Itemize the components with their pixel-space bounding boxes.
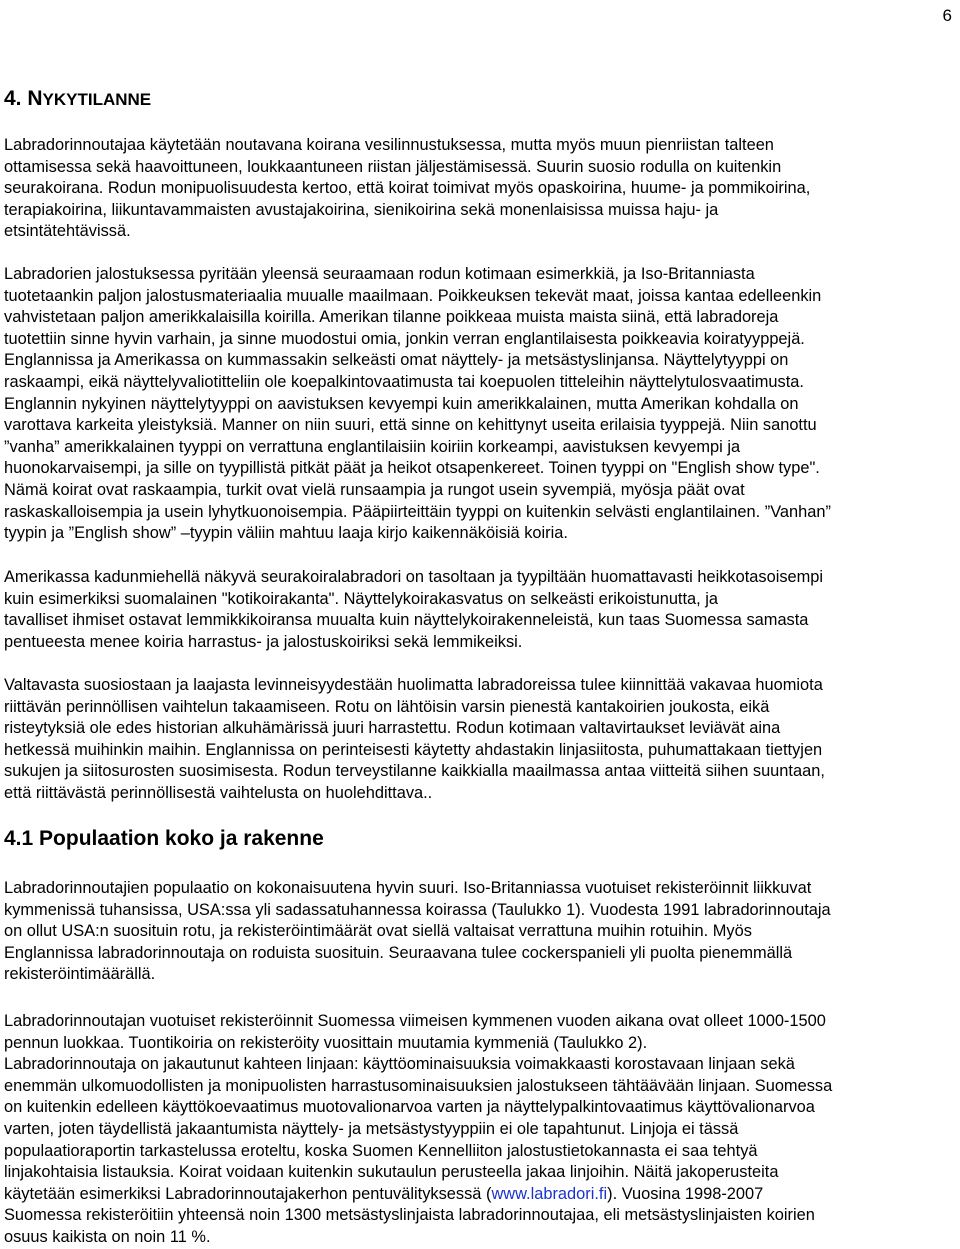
paragraph-uses (4, 135, 952, 243)
text-line: Englannin nykyinen näyttelytyyppi on aavistuksen kevyempi kuin amerikkalainen, mutta Amerikan kohdalla on (4, 394, 799, 413)
section-title-initial: N (27, 87, 43, 110)
text-line: terapiakoirina, liikuntavammaisten avustajakoirina, sienikoirina sekä monenlaisissa muissa haju- ja (4, 200, 719, 219)
paragraph-breeding (4, 264, 952, 545)
text-line: raskaampi, eikä näyttelyvaliotitteliin ole koepalkintovaatimusta tai koepuolen titteleihin näyttelytulosvaatimusta. (4, 372, 804, 391)
paragraph-america (4, 567, 952, 653)
text-line: tuotetaankin paljon jalostusmateriaalia muualle maailmaan. Poikkeuksen tekevät maat, joissa kantaa edelleenkin (4, 286, 822, 305)
text-line: rekisteröintimäärällä. (4, 965, 156, 984)
text-line: Valtavasta suosiostaan ja laajasta levinneisyydestään huolimatta labradoreissa tulee kiinnittää vakavaa huomiota (4, 676, 823, 694)
text-line: ”vanha” amerikkalainen tyyppi on verrattuna englantilaisiin koiriin korkeampi, aavistuksen kevyempi ja (4, 437, 741, 456)
text-line-with-link (4, 1184, 952, 1206)
paragraph-population (4, 878, 952, 986)
text-line: pennun luokkaa. Tuontikoiria on rekisteröity vuosittain muutamia kymmeniä (Taulukko 2). (4, 1033, 648, 1052)
text-line: populaatioraportin tarkastelussa eroteltu, koska Suomen Kennelliiton jalostustietokannasta ei saa tehtyä (4, 1141, 758, 1160)
text-line: ottamisessa sekä haavoittuneen, loukkaantuneen riistan jäljestämisessä. Suurin suosio rodulla on kuitenkin (4, 157, 782, 176)
paragraph-registrations (4, 1011, 952, 1249)
text-line: vahvistetaan paljon amerikkalaisilla koirilla. Amerikan tilanne poikkeaa muista maista siinä, että labradoreja (4, 308, 779, 327)
section-heading (4, 86, 151, 113)
text-line: Englannissa ja Amerikassa on kummassakin selkeästi omat näyttely- ja metsästyslinjansa. Näyttelytyyppi on (4, 351, 789, 370)
text-line: Labradorinnoutajaa käytetään noutavana koirana vesilinnustuksessa, mutta myös muun pienriistan talteen (4, 136, 774, 154)
text-line: riittävän perinnöllisen vaihtelun takaamiseen. Rotu on lähtöisin varsin pienestä kantakoirien joukosta, eikä (4, 697, 770, 716)
text-line: on kuitenkin edelleen käyttökoevaatimus muotovalionarvoa varten ja näyttelypalkintovaatimus käyttövalionarvoa (4, 1098, 815, 1117)
text-line: risteytyksiä ole edes historian alkuhämärissä juuri harrastettu. Rodun kotimaan valtavirtaukset leviävät aina (4, 719, 781, 738)
text-line: Labradorinnoutaja on jakautunut kahteen linjaan: käyttöominaisuuksia voimakkaasti korostavaan linjaan sekä (4, 1055, 795, 1074)
text-line: on ollut USA:n suosituin rotu, ja rekisteröintimäärät ovat siellä valtaisat verrattuna muihin rotuihin. Myös (4, 922, 752, 941)
text-line: huonokarvaisempi, ja sille on tyypillistä pitkät päät ja heikot otsapenkereet. Toinen tyyppi on "English show type". (4, 459, 820, 478)
text-segment: käytetään esimerkiksi Labradorinnoutajakerhon pentuvälityksessä ( (4, 1184, 492, 1203)
text-line: linjakohtaisia listauksia. Koirat voidaan kuitenkin sukutaulun perusteella jakaa linjoihin. Näitä jakoperusteita (4, 1163, 779, 1182)
text-line: raskaskalloisempia ja usein lyhytkuonoisempia. Pääpiirteittäin tyyppi on kuitenkin selvästi englantilainen. ”Vanhan” (4, 502, 831, 521)
subsection-heading: 4.1 Populaation koko ja rakenne (4, 827, 324, 850)
text-line: varten, joten täydellistä jakaantumista näyttely- ja metsästystyyppiin ei ole tapahtunut. Linjoja ei tässä (4, 1119, 739, 1138)
text-line: Labradorinnoutajan vuotuiset rekisteröinnit Suomessa viimeisen kymmenen vuoden aikana ovat olleet 1000-1500 (4, 1012, 826, 1030)
text-line: Labradorien jalostuksessa pyritään yleensä seuraamaan rodun kotimaan esimerkkiä, ja Iso-Britanniasta (4, 265, 755, 283)
text-line: Labradorinnoutajien populaatio on kokonaisuutena hyvin suuri. Iso-Britanniassa vuotuiset rekisteröinnit liikkuvat (4, 879, 812, 897)
text-line: Nämä koirat ovat raskaampia, turkit ovat vielä runsaampia ja rungot usein syvempiä, myösja päät ovat (4, 480, 745, 499)
paragraph-genetic-variation (4, 675, 952, 805)
text-line: enemmän ulkomuodollisten ja monipuolisten harrastusominaisuuksien jalostukseen tähtäävään linjaan. Suomessa (4, 1076, 833, 1095)
text-line: sukujen ja siitosurosten suosimisesta. Rodun terveystilanne kaikkialla maailmassa antaa viitteitä siihen suuntaan, (4, 762, 825, 781)
text-line: etsintätehtävissä. (4, 222, 131, 241)
text-line: kymmenissä tuhansissa, USA:ssa yli sadassatuhannessa koirassa (Taulukko 1). Vuodesta 1991 labradorinnoutaja (4, 900, 831, 919)
section-title-rest: YKYTILANNE (42, 90, 152, 109)
text-line: pentueesta menee koiria harrastus- ja jalostuskoiriksi sekä lemmikeiksi. (4, 632, 523, 651)
text-line: tyypin ja ”English show” –tyypin väliin mahtuu laaja kirjo kaikennäköisiä koiria. (4, 524, 568, 543)
text-line: kuin esimerkiksi suomalainen "kotikoirakanta". Näyttelykoirakasvatus on selkeästi erikoistunutta, ja (4, 589, 719, 608)
page-number: 6 (942, 6, 952, 25)
section-number: 4. (4, 87, 22, 110)
text-line: tavalliset ihmiset ostavat lemmikkikoiransa muualta kuin näyttelykoirakenneleistä, kun taas Suomessa samasta (4, 611, 809, 630)
labradori-link[interactable]: www.labradori.fi (491, 1184, 608, 1203)
text-line: Englannissa labradorinnoutaja on roduista suosituin. Seuraavana tulee cockerspanieli yli puolta pienemmällä (4, 943, 793, 962)
text-line: varottava karkeita yleistyksiä. Manner on niin suuri, että sinne on kehittynyt useita erilaisia tyyppejä. Niin sanottu (4, 416, 817, 435)
text-line: seurakoirana. Rodun monipuolisuudesta kertoo, että koirat toimivat myös opaskoirina, huume- ja pommikoirina, (4, 179, 811, 198)
text-line: Suomessa rekisteröitiin yhteensä noin 1300 metsästyslinjaista labradorinnoutajaa, eli metsästyslinjaisten koirien (4, 1206, 815, 1225)
text-line: osuus kaikista on noin 11 %. (4, 1227, 211, 1246)
text-segment: ). Vuosina 1998-2007 (607, 1184, 764, 1203)
text-line: että riittävästä perinnöllisestä vaihtelusta on huolehdittava.. (4, 783, 433, 802)
text-line: tuotettiin sinne hyvin varhain, ja sinne muodostui omia, jonkin verran englantilaisesta poikkeavia koiratyyppejä. (4, 329, 805, 348)
text-line: Amerikassa kadunmiehellä näkyvä seurakoiralabradori on tasoltaan ja tyypiltään huomattavasti heikkotasoisempi (4, 568, 824, 586)
text-line: hetkessä muihinkin maihin. Englannissa on perinteisesti käytetty ahdastakin linjasiitosta, puhumattakaan tiettyjen (4, 740, 823, 759)
